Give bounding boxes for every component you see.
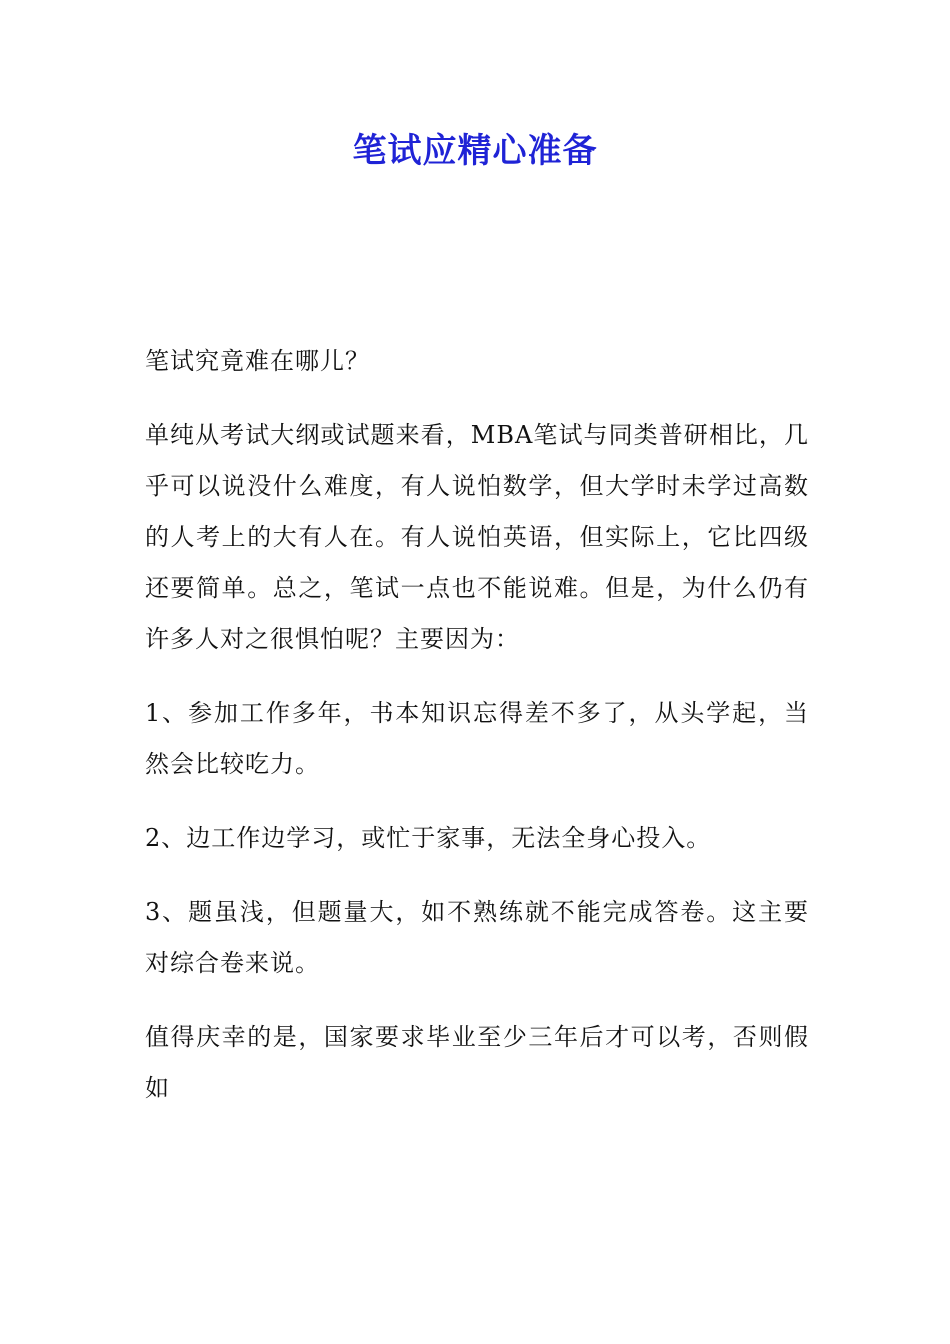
paragraph-reason-2: 2、边工作边学习，或忙于家事，无法全身心投入。 bbox=[145, 824, 712, 852]
document-body bbox=[145, 336, 809, 1114]
paragraph-intro: 单纯从考试大纲或试题来看，MBA笔试与同类普研相比，几乎可以说没什么难度，有人说怕数学，但大学时未学过高数的人考上的大有人在。有人说怕英语，但实际上，它比四级还要简单。总之，笔试一点也不能说难。但是，为什么仍有许多人对之很惧怕呢？主要因为： bbox=[145, 421, 809, 653]
paragraph-reason-3: 3、题虽浅，但题量大，如不熟练就不能完成答卷。这主要对综合卷来说。 bbox=[145, 898, 809, 977]
paragraph-question: 笔试究竟难在哪儿？ bbox=[145, 347, 370, 375]
paragraph-reason-1: 1、参加工作多年，书本知识忘得差不多了，从头学起，当然会比较吃力。 bbox=[145, 699, 809, 778]
document-title: 笔试应精心准备 bbox=[352, 131, 598, 171]
paragraph-conclusion: 值得庆幸的是，国家要求毕业至少三年后才可以考，否则假如 bbox=[145, 1023, 809, 1102]
